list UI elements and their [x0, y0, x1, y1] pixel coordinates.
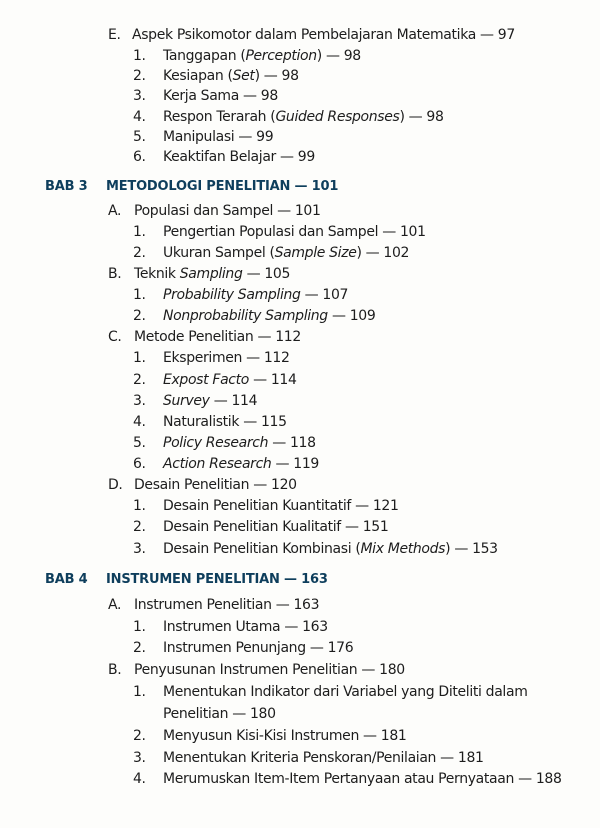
toc-item	[133, 433, 316, 453]
section-label: A.	[108, 597, 122, 613]
toc-item	[133, 147, 315, 167]
item-text: Desain Penelitian Kombinasi (	[163, 541, 361, 557]
item-text-italic: Mix Methods	[360, 541, 446, 557]
item-number: 1.	[133, 350, 146, 366]
chapter-number: BAB 3	[45, 179, 88, 194]
item-text-italic: Set	[232, 68, 255, 84]
toc-item	[133, 682, 527, 702]
toc-item	[133, 370, 297, 390]
toc-section-b	[108, 660, 405, 680]
section-label: A.	[108, 203, 122, 219]
section-title: Teknik	[134, 266, 180, 282]
item-text-italic: Nonprobability Sampling	[163, 308, 328, 324]
section-label: B.	[108, 266, 122, 282]
toc-section-a	[108, 201, 321, 221]
item-text: Menentukan Kriteria Penskoran/Penilaian — 181	[163, 750, 484, 766]
toc-item	[133, 243, 409, 263]
item-number: 5.	[133, 435, 146, 451]
toc-item	[133, 539, 498, 559]
section-title: Instrumen Penelitian — 163	[134, 597, 320, 613]
toc-item	[133, 454, 319, 474]
item-text-suffix: ) — 153	[445, 541, 498, 557]
section-title: Desain Penelitian — 120	[134, 477, 297, 493]
item-text: Pengertian Populasi dan Sampel — 101	[163, 224, 426, 240]
section-title: Penyusunan Instrumen Penelitian — 180	[134, 662, 405, 678]
item-text-suffix: ) — 98	[399, 109, 444, 125]
item-text: Naturalistik — 115	[163, 414, 287, 430]
item-number: 1.	[133, 287, 146, 303]
toc-item	[133, 391, 257, 411]
item-text: Kesiapan (	[163, 68, 233, 84]
item-number: 2.	[133, 728, 146, 744]
item-number: 1.	[133, 48, 146, 64]
item-text-suffix: — 107	[300, 287, 349, 303]
toc-item	[133, 412, 287, 432]
item-number: 2.	[133, 519, 146, 535]
item-text: Kerja Sama — 98	[163, 88, 278, 104]
item-number: 3.	[133, 88, 146, 104]
item-text-italic: Guided Responses	[275, 109, 400, 125]
toc-section-b	[108, 264, 290, 284]
section-label: E.	[108, 27, 121, 43]
item-text-suffix: — 109	[327, 308, 376, 324]
item-text-italic: Probability Sampling	[163, 287, 301, 303]
item-number: 4.	[133, 414, 146, 430]
section-title-italic: Sampling	[179, 266, 243, 282]
toc-item	[133, 107, 444, 127]
item-text-italic: Policy Research	[163, 435, 269, 451]
item-text-italic: Action Research	[163, 456, 272, 472]
item-text: Merumuskan Item-Item Pertanyaan atau Pernyataan — 188	[163, 771, 562, 787]
item-text-suffix: — 119	[271, 456, 319, 472]
item-number: 3.	[133, 750, 146, 766]
item-text: Manipulasi — 99	[163, 129, 274, 145]
toc-section-e	[108, 25, 515, 45]
toc-item	[133, 348, 290, 368]
item-number: 4.	[133, 771, 146, 787]
item-text: Tanggapan (	[163, 48, 246, 64]
item-text: Desain Penelitian Kualitatif — 151	[163, 519, 389, 535]
item-number: 2.	[133, 68, 146, 84]
chapter-heading-bab-3	[45, 177, 338, 197]
item-number: 2.	[133, 640, 146, 656]
item-number: 3.	[133, 393, 146, 409]
toc-item	[133, 617, 328, 637]
item-text-suffix: ) — 98	[254, 68, 299, 84]
item-text-italic: Survey	[163, 393, 210, 409]
toc-item	[133, 496, 399, 516]
section-title-suffix: — 105	[242, 266, 291, 282]
item-text: Ukuran Sampel (	[163, 245, 275, 261]
chapter-heading-bab-4	[45, 570, 328, 590]
item-number: 4.	[133, 109, 146, 125]
chapter-number: BAB 4	[45, 572, 88, 587]
section-label: B.	[108, 662, 122, 678]
toc-item	[133, 306, 375, 326]
item-text-italic: Sample Size	[274, 245, 357, 261]
item-text-suffix: ) — 102	[356, 245, 410, 261]
item-text: Eksperimen — 112	[163, 350, 290, 366]
item-number: 6.	[133, 456, 146, 472]
section-label: D.	[108, 477, 123, 493]
item-text-italic: Expost Facto	[163, 372, 250, 388]
section-title: Metode Penelitian — 112	[134, 329, 301, 345]
item-text: Menyusun Kisi-Kisi Instrumen — 181	[163, 728, 407, 744]
item-number: 1.	[133, 684, 146, 700]
item-text-italic: Perception	[245, 48, 317, 64]
section-label: C.	[108, 329, 122, 345]
toc-item	[133, 748, 484, 768]
toc-section-c	[108, 327, 301, 347]
item-text-suffix: — 118	[268, 435, 316, 451]
toc-item	[133, 285, 348, 305]
item-text-continuation: Penelitian — 180	[163, 706, 276, 722]
toc-item	[133, 222, 426, 242]
item-number: 5.	[133, 129, 146, 145]
toc-item	[133, 127, 273, 147]
toc-item	[133, 638, 353, 658]
item-text: Menentukan Indikator dari Variabel yang Diteliti dalam	[163, 684, 528, 700]
item-text: Keaktifan Belajar — 99	[163, 149, 315, 165]
item-number: 2.	[133, 308, 146, 324]
item-text-suffix: — 114	[209, 393, 258, 409]
item-number: 3.	[133, 541, 146, 557]
item-number: 1.	[133, 619, 146, 635]
toc-item	[133, 726, 406, 746]
toc-section-d	[108, 475, 297, 495]
toc-item	[133, 66, 299, 86]
toc-item	[133, 46, 361, 66]
section-title: Aspek Psikomotor dalam Pembelajaran Matematika — 97	[132, 27, 515, 43]
section-title: Populasi dan Sampel — 101	[134, 203, 321, 219]
item-number: 1.	[133, 498, 146, 514]
item-text: Desain Penelitian Kuantitatif — 121	[163, 498, 399, 514]
item-text-suffix: ) — 98	[316, 48, 361, 64]
toc-item	[133, 769, 562, 789]
item-number: 2.	[133, 372, 146, 388]
toc-item-continuation	[163, 704, 276, 724]
item-number: 6.	[133, 149, 146, 165]
item-text-suffix: — 114	[249, 372, 297, 388]
toc-item	[133, 517, 388, 537]
item-text: Instrumen Utama — 163	[163, 619, 328, 635]
item-text: Instrumen Penunjang — 176	[163, 640, 354, 656]
item-number: 2.	[133, 245, 146, 261]
item-number: 1.	[133, 224, 146, 240]
toc-section-a	[108, 595, 319, 615]
item-text: Respon Terarah (	[163, 109, 276, 125]
chapter-title: INSTRUMEN PENELITIAN — 163	[106, 572, 328, 587]
toc-item	[133, 86, 278, 106]
chapter-title: METODOLOGI PENELITIAN — 101	[106, 179, 339, 194]
